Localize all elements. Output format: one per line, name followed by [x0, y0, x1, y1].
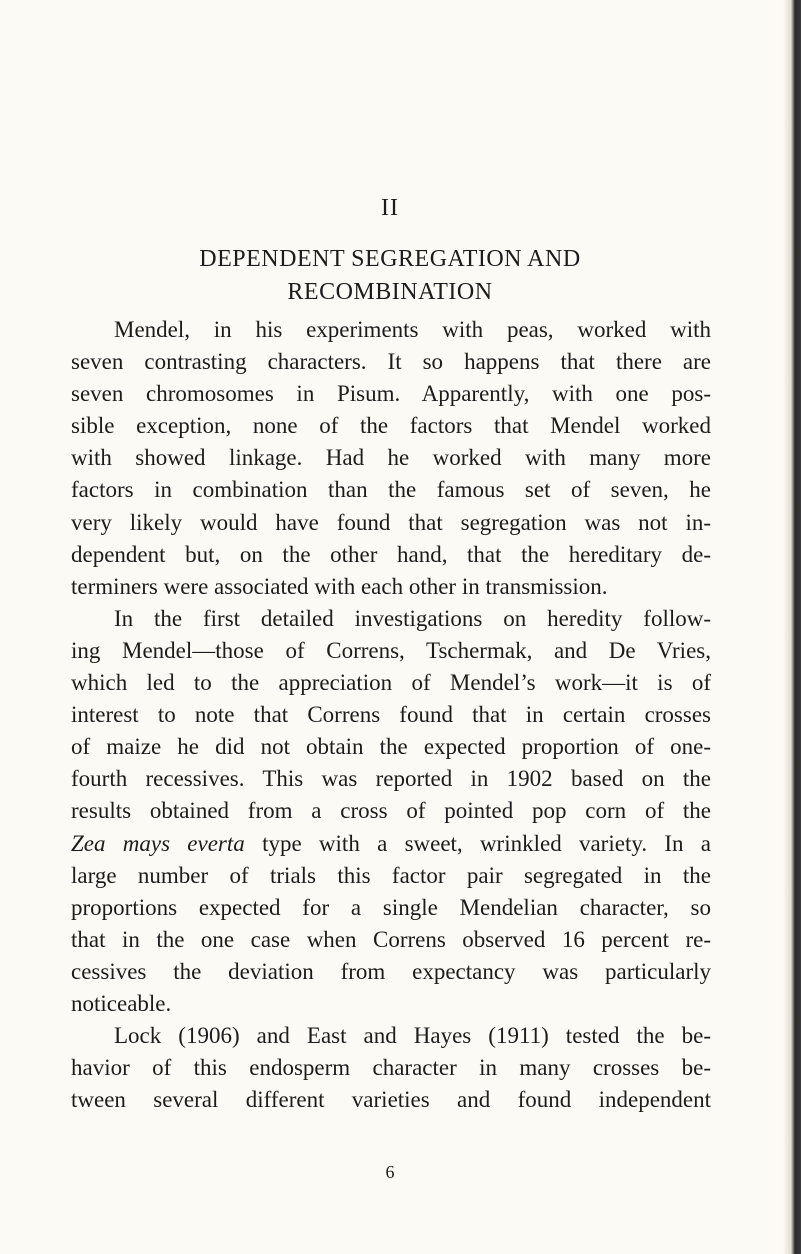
- text-line: sible exception, none of the factors that Mendel worked: [71, 413, 711, 439]
- text-line: factors in combination than the famous set of seven, he: [71, 477, 711, 503]
- page-edge: [783, 0, 801, 1254]
- text-line: interest to note that Correns found that in certain crosses: [71, 702, 711, 728]
- text-line: Lock (1906) and East and Hayes (1911) tested the be-: [114, 1023, 711, 1049]
- chapter-number: II: [381, 195, 399, 221]
- text-line: tween several different varieties and found independent: [71, 1087, 711, 1113]
- text-line: large number of trials this factor pair segregated in the: [71, 862, 711, 888]
- body-text: [71, 314, 711, 1116]
- text-line: terminers were associated with each other in transmission.: [71, 573, 608, 599]
- text-line: which led to the appreciation of Mendel’s work—it is of: [71, 670, 711, 696]
- text-line: results obtained from a cross of pointed pop corn of the: [71, 798, 711, 824]
- chapter-title: [0, 243, 780, 309]
- chapter-title-line: DEPENDENT SEGREGATION AND: [199, 246, 581, 272]
- chapter-title-line: RECOMBINATION: [287, 279, 493, 305]
- text-line-rest: type with a sweet, wrinkled variety. In a: [262, 830, 711, 856]
- text-line: seven contrasting characters. It so happens that there are: [71, 349, 711, 375]
- text-line-with-italic: [71, 828, 711, 860]
- text-line: proportions expected for a single Mendelian character, so: [71, 894, 711, 920]
- text-line: dependent but, on the other hand, that the hereditary de-: [71, 541, 711, 567]
- text-line: with showed linkage. Had he worked with many more: [71, 445, 711, 471]
- text-line: seven chromosomes in Pisum. Apparently, with one pos-: [71, 381, 711, 407]
- text-line: In the first detailed investigations on heredity follow-: [114, 605, 711, 631]
- text-line: of maize he did not obtain the expected proportion of one-: [71, 734, 711, 760]
- text-line: Mendel, in his experiments with peas, worked with: [114, 317, 711, 342]
- page-number: 6: [385, 1162, 395, 1182]
- text-line: noticeable.: [71, 990, 172, 1016]
- text-line: very likely would have found that segregation was not in-: [71, 509, 711, 535]
- text-line: havior of this endosperm character in many crosses be-: [71, 1055, 711, 1081]
- text-line: that in the one case when Correns observed 16 percent re-: [71, 926, 711, 952]
- text-line: fourth recessives. This was reported in 1902 based on the: [71, 766, 711, 792]
- text-line: ing Mendel—those of Correns, Tschermak, and De Vries,: [71, 637, 711, 663]
- italic-species-name: Zea mays everta: [71, 830, 245, 856]
- text-line: cessives the deviation from expectancy was particularly: [71, 958, 711, 984]
